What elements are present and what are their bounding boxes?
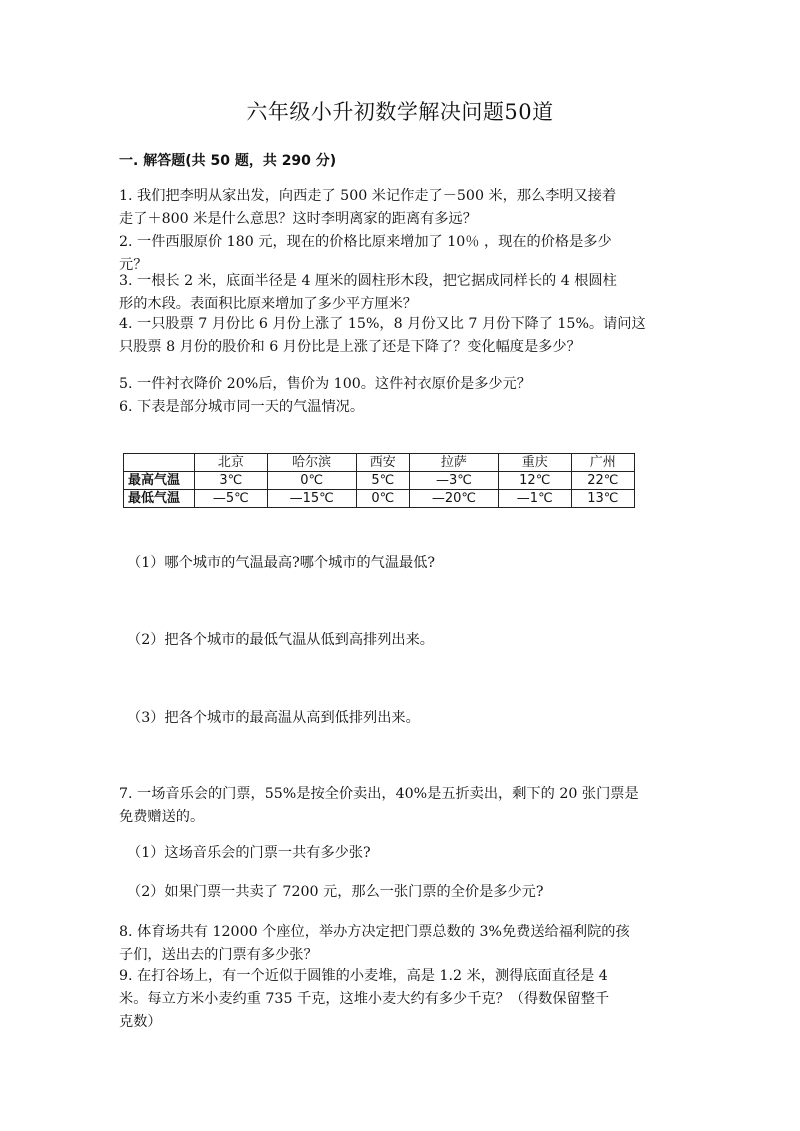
table-cell: 5℃ [356,472,409,490]
question-2-line-1: 2. 一件西服原价 180 元，现在的价格比原来增加了 10％ ，现在的价格是多少 [119,234,612,250]
table-cell: —1℃ [498,490,571,508]
table-row-label: 最高气温 [124,472,195,490]
question-4-line-2: 只股票 8 月份的股价和 6 月份比是上涨了还是下降了？变化幅度是多少？ [119,339,581,355]
question-9-line-1: 9. 在打谷场上，有一个近似于圆锥的小麦堆，高是 1.2 米，测得底面直径是 4 [119,968,608,984]
table-cell: 重庆 [498,454,571,472]
table-cell: —5℃ [195,490,268,508]
table-cell: —20℃ [409,490,498,508]
question-6-sub-1: （1）哪个城市的气温最高?哪个城市的气温最低? [127,555,435,571]
question-2-line-2: 元？ [119,257,148,273]
table-cell: 广州 [571,454,634,472]
table-cell: 西安 [356,454,409,472]
table-row-label: 最低气温 [124,490,195,508]
table-cell [124,454,195,472]
question-4 [119,313,684,359]
question-8-line-1: 8. 体育场共有 12000 个座位，举办方决定把门票总数的 3%免费送给福利院的孩 [119,924,630,940]
table-row [124,490,635,508]
table-cell: 3℃ [195,472,268,490]
table-cell: 北京 [195,454,268,472]
question-1 [119,185,684,231]
question-5: 5. 一件衬衣降价 20%后，售价为 100。这件衬衣原价是多少元？ [119,376,531,392]
question-1-line-2: 走了＋800 米是什么意思？这时李明离家的距离有多远？ [119,211,477,227]
question-7-line-1: 7. 一场音乐会的门票，55%是按全价卖出，40%是五折卖出，剩下的 20 张门票是 [119,786,639,802]
question-7-sub-2: （2）如果门票一共卖了 7200 元，那么一张门票的全价是多少元? [127,884,544,900]
question-8 [119,921,684,967]
question-7 [119,783,684,829]
table-cell: —15℃ [267,490,356,508]
section-heading: 一. 解答题(共 50 题，共 290 分) [119,153,337,169]
question-6-sub-2: （2）把各个城市的最低气温从低到高排列出来。 [127,632,434,648]
question-6: 6. 下表是部分城市同一天的气温情况。 [119,399,365,415]
question-7-line-2: 免费赠送的。 [119,809,205,825]
question-3 [119,270,684,316]
table-row [124,472,635,490]
question-9-line-2: 米。每立方米小麦约重 735 千克，这堆小麦大约有多少千克？（得数保留整千 [119,991,610,1007]
table-cell: 12℃ [498,472,571,490]
table-cell: 哈尔滨 [267,454,356,472]
table-header-row [124,454,635,472]
table-cell: 0℃ [267,472,356,490]
table-cell: 22℃ [571,472,634,490]
question-7-sub-1: （1）这场音乐会的门票一共有多少张? [127,845,371,861]
table-cell: 13℃ [571,490,634,508]
question-4-line-1: 4. 一只股票 7 月份比 6 月份上涨了 15%，8 月份又比 7 月份下降了 15%。请问这 [119,316,646,332]
question-6-sub-3: （3）把各个城市的最高温从高到低排列出来。 [127,710,420,726]
question-9-line-3: 克数） [119,1014,162,1030]
temperature-table [123,453,635,508]
table-cell: 0℃ [356,490,409,508]
table-cell: —3℃ [409,472,498,490]
question-8-line-2: 子们，送出去的门票有多少张？ [119,947,318,963]
question-3-line-1: 3. 一根长 2 米，底面半径是 4 厘米的圆柱形木段，把它据成同样长的 4 根圆柱 [119,273,617,289]
question-9 [119,965,684,1034]
table-cell: 拉萨 [409,454,498,472]
page-title: 六年级小升初数学解决问题50道 [246,100,554,124]
question-1-line-1: 1. 我们把李明从家出发，向西走了 500 米记作走了－500 米，那么李明又接着 [119,188,617,204]
question-3-line-2: 形的木段。表面积比原来增加了多少平方厘米？ [119,296,417,312]
